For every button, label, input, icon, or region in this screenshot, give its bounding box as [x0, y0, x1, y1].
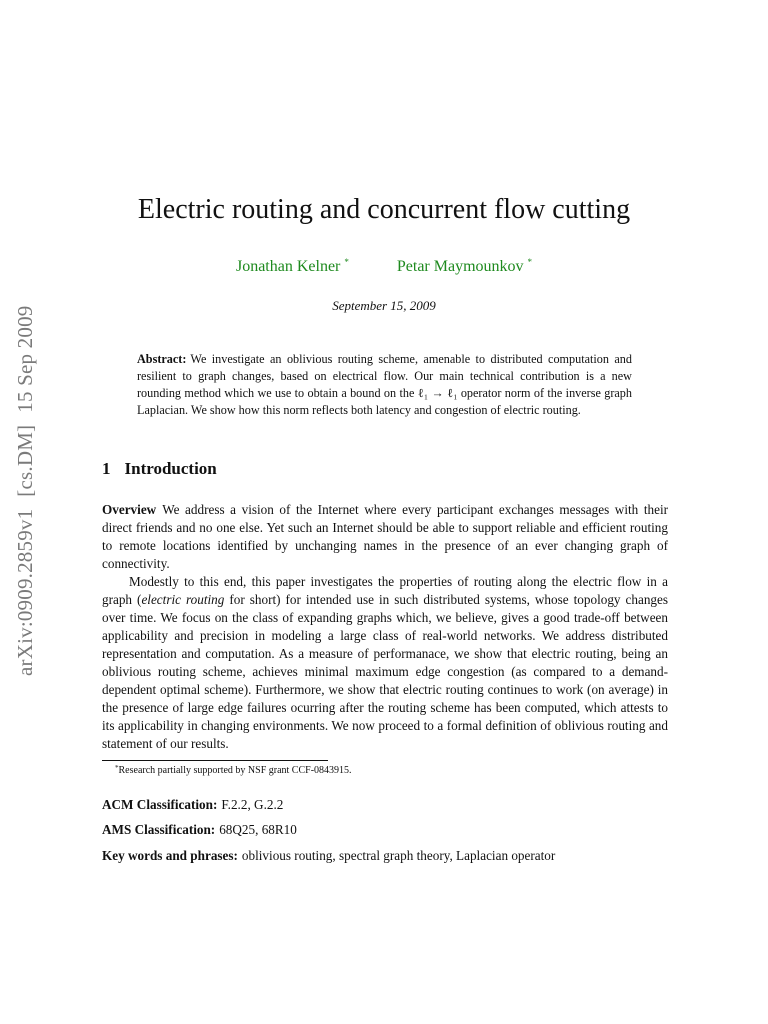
footnote: [115, 764, 352, 776]
acm-value: F.2.2, G.2.2: [221, 797, 284, 812]
author-name: Petar Maymounkov: [396, 258, 524, 275]
paragraph: [102, 501, 668, 573]
arxiv-id: arXiv:0909.2859v1: [13, 508, 37, 676]
author-footnote-mark: *: [527, 257, 533, 267]
author-name: Jonathan Kelner: [235, 258, 341, 275]
paragraph-text: Modestly to this end, this paper investigates the properties of routing along the electric flow in a graph (: [102, 574, 668, 607]
body-text: [102, 501, 668, 753]
arxiv-date: 15 Sep 2009: [13, 305, 37, 413]
paragraph-text: for short) for intended use in such distributed systems, whose topology changes over time. We focus on the class of expanding graphs which, we believe, gives a good trade-off between applicability and precision in modeling a large class of real-world networks. We address distributed representation and computation. As a measure of performanace, we show that electric routing, being an oblivious routing scheme, achieves minimal maximum edge congestion (as compared to a demand-dependent optimal scheme). Furthermore, we show that electric routing continues to work (on average) in the presence of large edge failures ocurring after the routing scheme has been computed, which attests to its applicability in changing environments. We now proceed to a formal definition of oblivious routing and statement of our results.: [102, 592, 668, 751]
keywords-label: Key words and phrases:: [102, 848, 238, 863]
section-number: 1: [102, 459, 111, 478]
acm-classification: [102, 797, 283, 813]
paragraph: [102, 573, 668, 753]
arxiv-sidebar-stamp: [13, 256, 38, 676]
abstract: [137, 351, 632, 419]
footnote-text: Research partially supported by NSF grant CCF-0843915.: [118, 765, 352, 776]
keywords: [102, 848, 555, 864]
abstract-label: Abstract:: [137, 352, 187, 366]
ams-label: AMS Classification:: [102, 822, 216, 837]
section-heading: [102, 459, 217, 479]
paper-title: Electric routing and concurrent flow cutting: [137, 194, 631, 225]
keywords-value: oblivious routing, spectral graph theory, Laplacian operator: [241, 848, 556, 863]
ams-classification: [102, 822, 297, 838]
author-footnote-mark: *: [344, 257, 349, 267]
paragraph-runin-heading: Overview: [102, 502, 157, 517]
footnote-divider: [102, 760, 328, 761]
paragraph-emphasis: electric routing: [141, 592, 225, 607]
author-link[interactable]: [397, 257, 532, 276]
arxiv-category: [cs.DM]: [13, 424, 37, 497]
paragraph-text: We address a vision of the Internet where every participant exchanges messages with their direct friends and no one else. Yet such an Internet should be able to support reliable and efficient routing to remote locations identified by unchanging names in the presence of an ever changing graph of connectivity.: [102, 502, 668, 571]
abstract-text: We investigate an oblivious routing scheme, amenable to distributed computation and resilient to graph changes, based on electrical flow. Our main technical contribution is a new rounding method which we use to obtain a bound on the ℓ₁ → ℓ₁ operator norm of the inverse graph Laplacian. We show how this norm reflects both latency and congestion of electric routing.: [137, 352, 632, 417]
ams-value: 68Q25, 68R10: [219, 822, 297, 837]
footnote-mark: *: [115, 764, 119, 772]
author-list: [0, 257, 768, 276]
paper-date: September 15, 2009: [332, 298, 436, 313]
acm-label: ACM Classification:: [102, 797, 218, 812]
author-link[interactable]: [236, 257, 349, 276]
section-title: Introduction: [124, 459, 217, 478]
